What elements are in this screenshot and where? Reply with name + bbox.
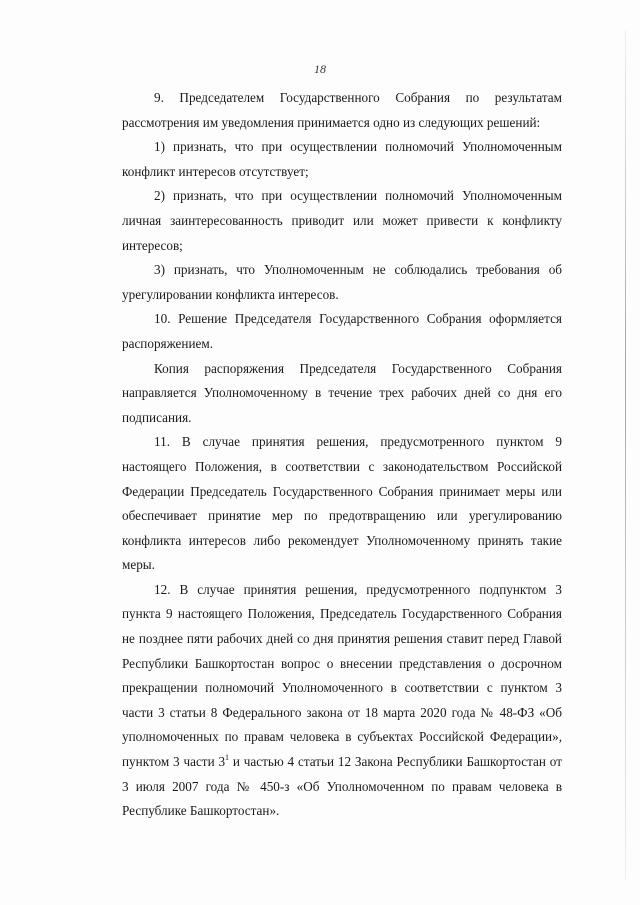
paragraph-9-item-1: 1) признать, что при осуществлении полномочий Уполномоченным конфликт интересов отсутствует; — [122, 139, 562, 179]
paragraph-9-item-3: 3) признать, что Уполномоченным не соблюдались требования об урегулировании конфликта интересов. — [122, 262, 562, 302]
paragraph-12 — [122, 578, 562, 824]
page-number: 18 — [314, 62, 326, 76]
paragraph-12-text-part2: и частью 4 статьи 12 Закона Республики Башкортостан от 3 июля 2007 года № 450-з «Об Уполномоченном по правам человека в Республике Башкортостан». — [122, 754, 562, 819]
paragraph-10: 10. Решение Председателя Государственного Собрания оформляется распоряжением. — [122, 311, 562, 351]
document-body — [122, 86, 562, 824]
paragraph-11: 11. В случае принятия решения, предусмотренного пунктом 9 настоящего Положения, в соответствии с законодательством Российской Федерации Председатель Государственного Собрания принимает меры или обеспечивает принятие мер по предотвращению или урегулированию конфликта интересов либо рекомендует Уполномоченному принять такие меры. — [122, 434, 562, 573]
paragraph-10-copy: Копия распоряжения Председателя Государственного Собрания направляется Уполномоченному в течение трех рабочих дней со дня его подписания. — [122, 360, 562, 425]
paragraph-9: 9. Председателем Государственного Собрания по результатам рассмотрения им уведомления принимается одно из следующих решений: — [122, 90, 562, 130]
paragraph-12-text-part1: 12. В случае принятия решения, предусмотренного подпунктом 3 пункта 9 настоящего Положения, Председатель Государственного Собрания не позднее пяти рабочих дней со дня принятия решения ставит перед Главой Республики Башкортостан вопрос о внесении представления о досрочном прекращении полномочий Уполномоченного в соответствии с пунктом 3 части 3 статьи 8 Федерального закона от 18 марта 2020 года № 48-ФЗ «Об уполномоченных по правам человека в субъектах Российской Федерации», пунктом 3 части 3 — [122, 581, 562, 770]
superscript-mark: 1 — [225, 753, 230, 763]
scan-edge-line — [625, 30, 626, 880]
paragraph-9-item-2: 2) признать, что при осуществлении полномочий Уполномоченным личная заинтересованность приводит или может привести к конфликту интересов; — [122, 188, 562, 253]
